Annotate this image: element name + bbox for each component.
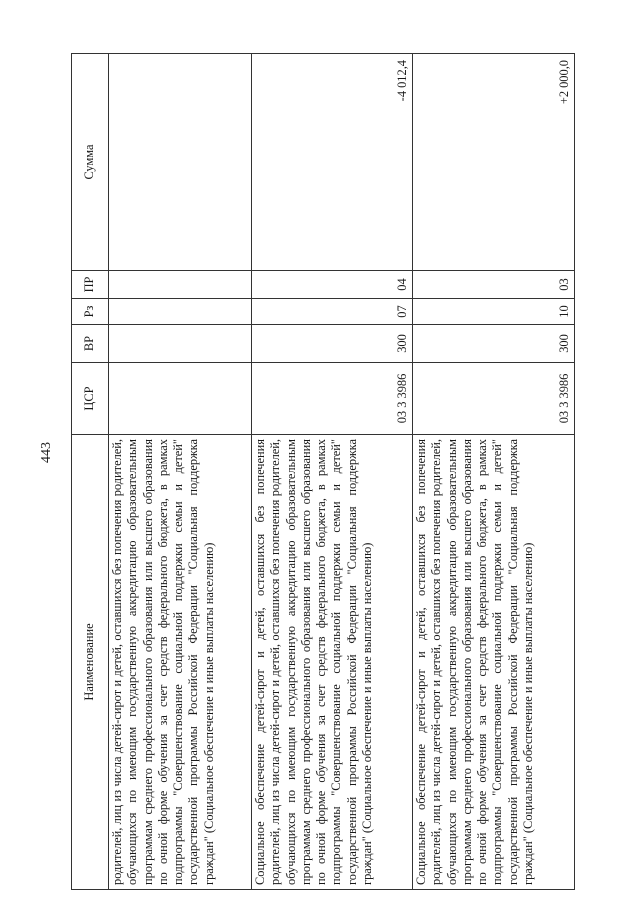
header-name: Наименование [72, 435, 109, 890]
row-pr [109, 271, 252, 299]
row-csr [109, 363, 252, 435]
table-row [109, 54, 252, 890]
row-sum: -4 012,4 [252, 54, 413, 271]
page-number: 443 [39, 442, 54, 463]
header-rz: Рз [72, 299, 109, 325]
row-vr [109, 325, 252, 363]
header-sum: Сумма [72, 54, 109, 271]
rotated-page-content [71, 54, 573, 890]
table-header-row [72, 54, 109, 890]
row-pr: 04 [252, 271, 413, 299]
row-name: Социальное обеспечение детей-сирот и детей, оставшихся без попечения родителей, лиц из числа детей-сирот и детей, оставшихся без попечения родителей, обучающихся по имеющим государственную аккредитацию образовательным программам среднего профессионального образования или высшего образования по очной форме обучения за счет средств федерального бюджета, в рамках подпрограммы "Совершенствование социальной поддержки семьи и детей" государственной программы Российской Федерации "Социальная поддержка граждан" (Социальное обеспечение и иные выплаты населению) [252, 435, 413, 890]
budget-table [71, 53, 575, 890]
row-rz [109, 299, 252, 325]
row-rz: 07 [252, 299, 413, 325]
row-sum [109, 54, 252, 271]
row-rz: 10 [413, 299, 575, 325]
row-sum: +2 000,0 [413, 54, 575, 271]
row-vr: 300 [252, 325, 413, 363]
row-csr: 03 3 3986 [252, 363, 413, 435]
row-name: Социальное обеспечение детей-сирот и детей, оставшихся без попечения родителей, лиц из числа детей-сирот и детей, оставшихся без попечения родителей, обучающихся по имеющим государственную аккредитацию образовательным программам среднего профессионального образования или высшего образования по очной форме обучения за счет средств федерального бюджета, в рамках подпрограммы "Совершенствование социальной поддержки семьи и детей" государственной программы Российской Федерации "Социальная поддержка граждан" (Социальное обеспечение и иные выплаты населению) [413, 435, 575, 890]
table-row [252, 54, 413, 890]
header-pr: ПР [72, 271, 109, 299]
header-csr: ЦСР [72, 363, 109, 435]
row-pr: 03 [413, 271, 575, 299]
header-vr: ВР [72, 325, 109, 363]
row-csr: 03 3 3986 [413, 363, 575, 435]
table-row [413, 54, 575, 890]
row-name: родителей, лиц из числа детей-сирот и детей, оставшихся без попечения родителей, обучающихся по имеющим государственную аккредитацию образовательным программам среднего профессионального образования или высшего образования по очной форме обучения за счет средств федерального бюджета, в рамках подпрограммы "Совершенствование социальной поддержки семьи и детей" государственной программы Российской Федерации "Социальная поддержка граждан" (Социальное обеспечение и иные выплаты населению) [109, 435, 252, 890]
row-vr: 300 [413, 325, 575, 363]
